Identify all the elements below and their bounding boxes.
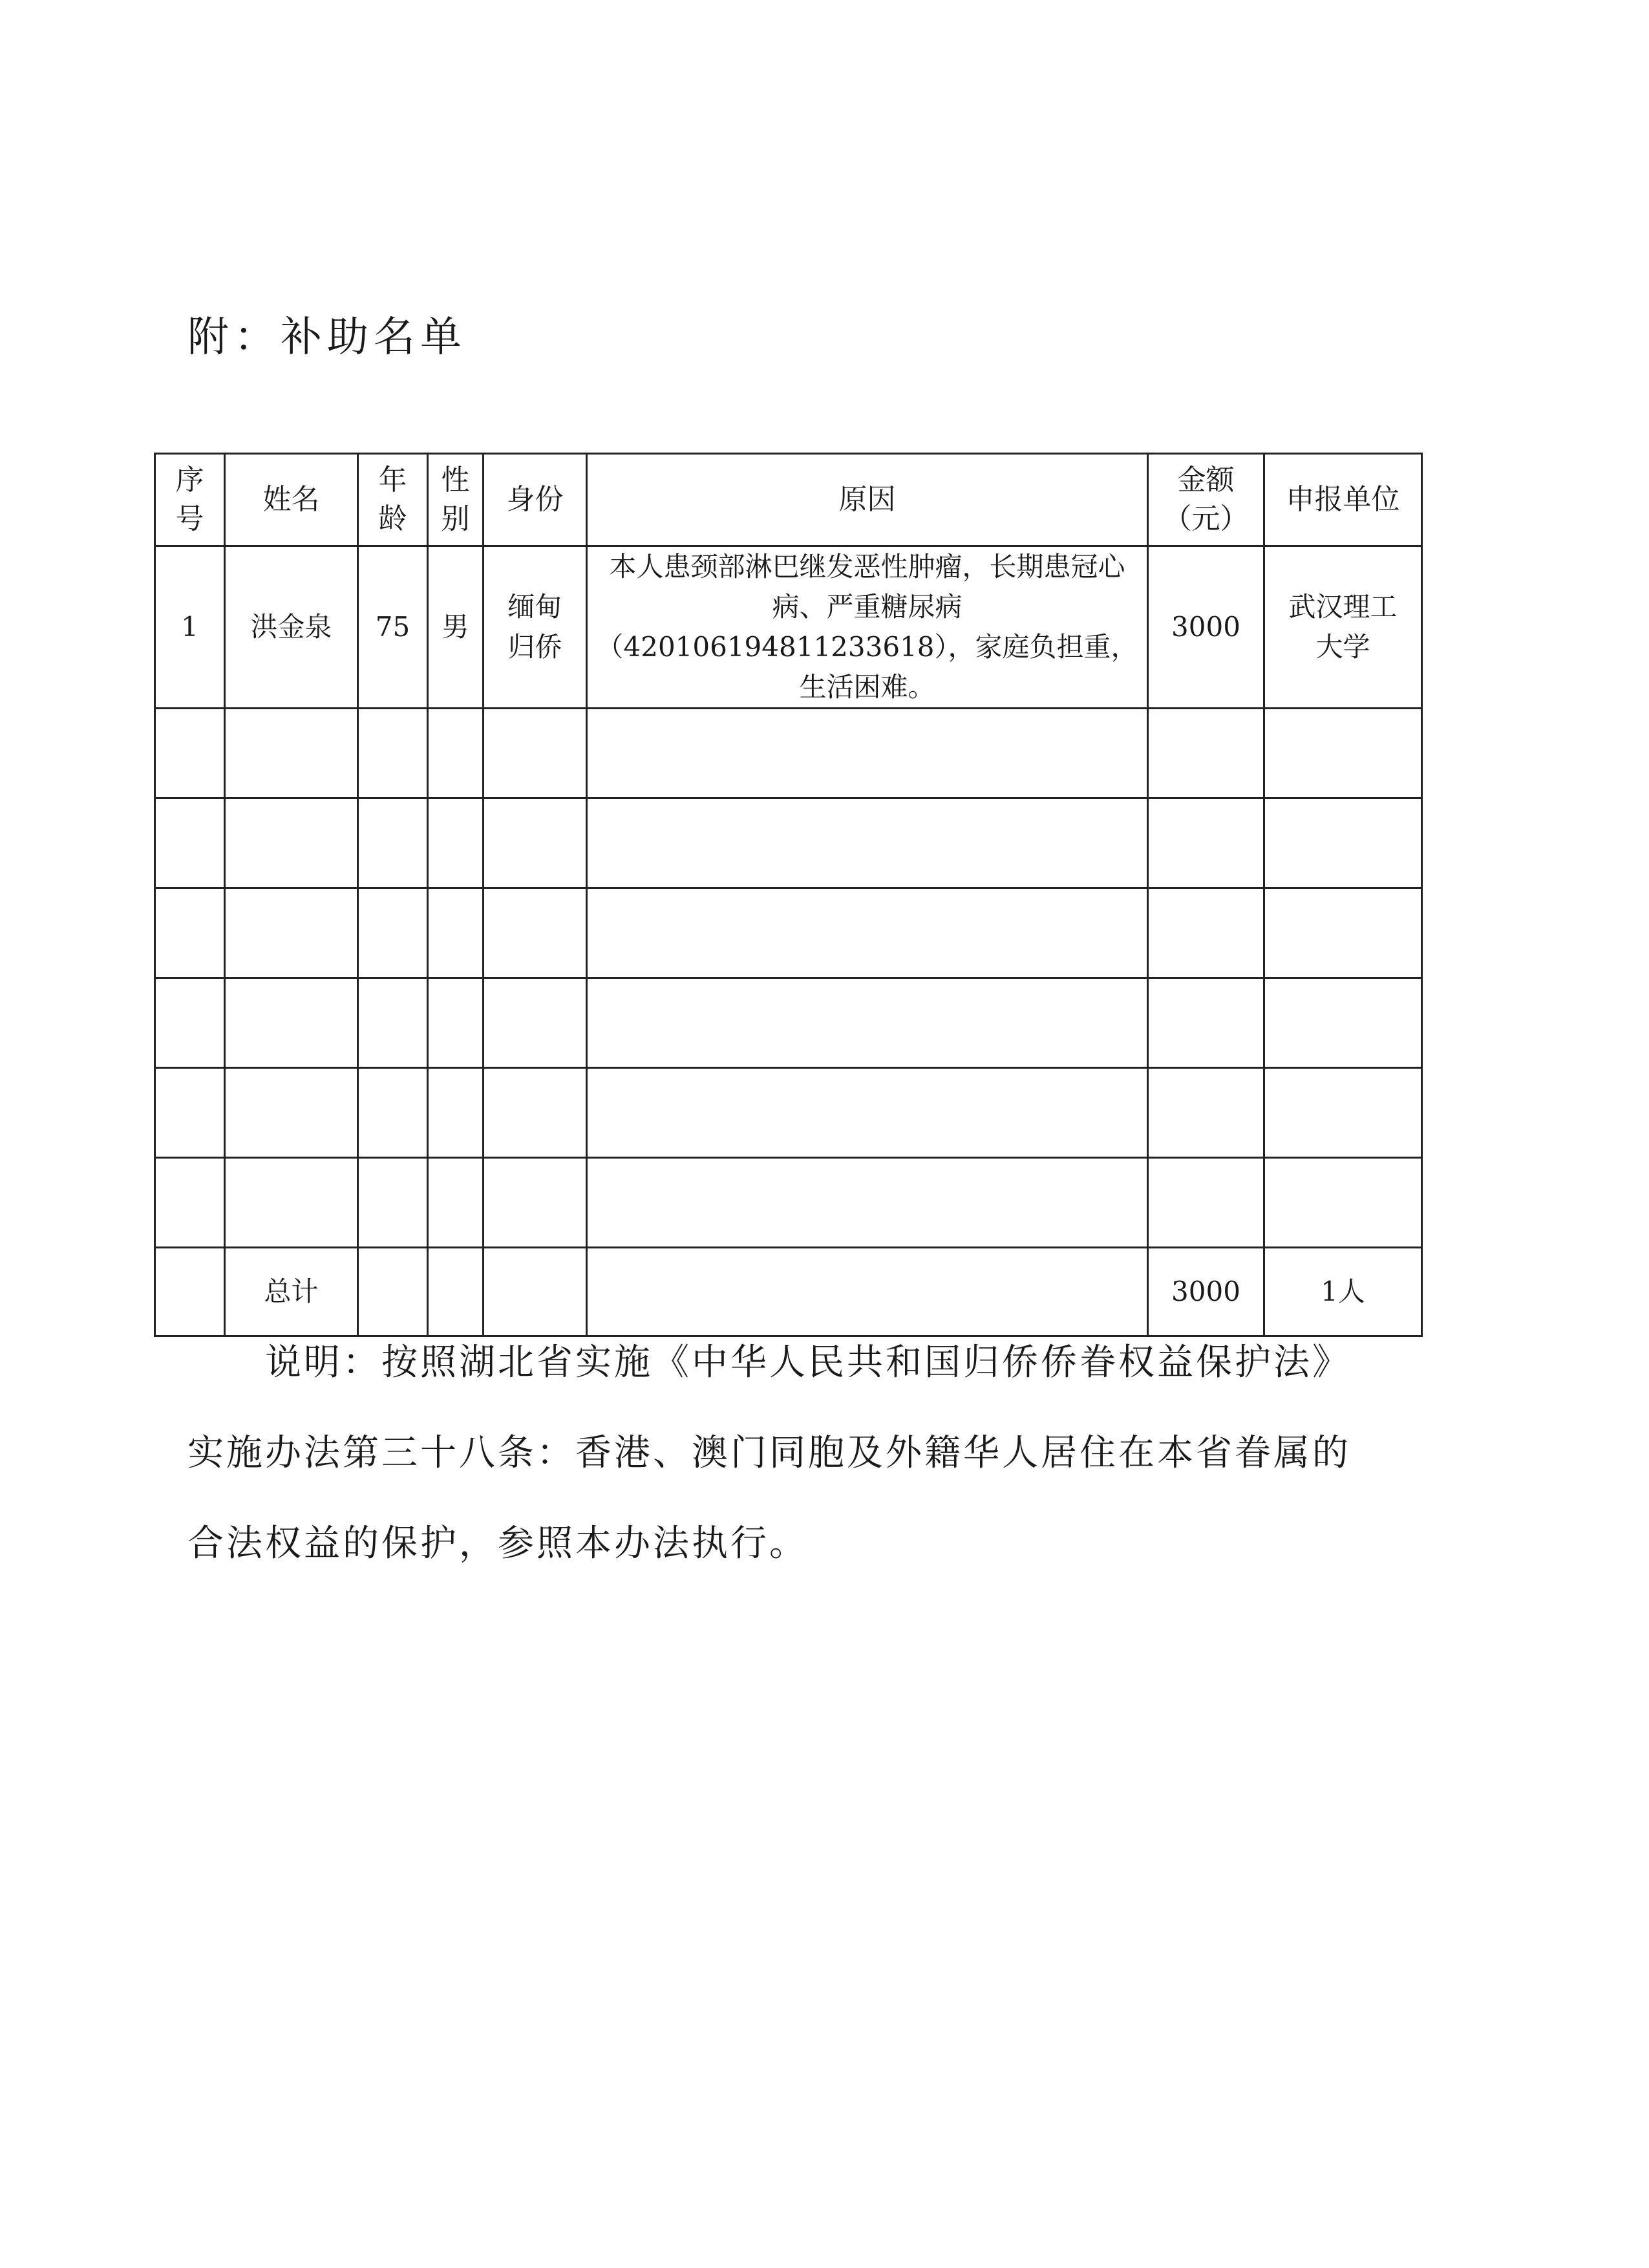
header-identity: 身份 bbox=[484, 454, 587, 546]
cell-identity: 缅甸 归侨 bbox=[484, 546, 587, 709]
cell-amount: 3000 bbox=[1148, 546, 1264, 709]
table-row-empty bbox=[155, 1068, 1422, 1158]
table-header-row bbox=[155, 454, 1422, 546]
header-amount: 金额 （元） bbox=[1148, 454, 1264, 546]
cell-reason: 本人患颈部淋巴继发恶性肿瘤，长期患冠心病、严重糖尿病（420106194811233618），家庭负担重，生活困难。 bbox=[587, 546, 1148, 709]
cell-unit: 武汉理工 大学 bbox=[1264, 546, 1422, 709]
total-label: 总计 bbox=[225, 1248, 358, 1336]
header-sex: 性 别 bbox=[428, 454, 484, 546]
explanation-paragraph: 说明：按照湖北省实施《中华人民共和国归侨侨眷权益保护法》实施办法第三十八条：香港、澳门同胞及外籍华人居住在本省眷属的合法权益的保护，参照本办法执行。 bbox=[187, 1342, 1351, 1565]
header-unit: 申报单位 bbox=[1264, 454, 1422, 546]
table-row-empty bbox=[155, 709, 1422, 798]
table-row-empty bbox=[155, 798, 1422, 888]
table-row-empty bbox=[155, 888, 1422, 978]
header-reason: 原因 bbox=[587, 454, 1148, 546]
cell-age: 75 bbox=[358, 546, 428, 709]
header-age: 年 龄 bbox=[358, 454, 428, 546]
header-name: 姓名 bbox=[225, 454, 358, 546]
total-count: 1人 bbox=[1264, 1248, 1422, 1336]
table-row-empty bbox=[155, 1158, 1422, 1248]
page-title: 附：补助名单 bbox=[187, 314, 467, 361]
cell-seq: 1 bbox=[155, 546, 225, 709]
table-row bbox=[155, 546, 1422, 709]
table-row-empty bbox=[155, 978, 1422, 1068]
subsidy-roster-table bbox=[154, 453, 1423, 1337]
total-amount: 3000 bbox=[1148, 1248, 1264, 1336]
header-seq: 序 号 bbox=[155, 454, 225, 546]
cell-name: 洪金泉 bbox=[225, 546, 358, 709]
cell-sex: 男 bbox=[428, 546, 484, 709]
